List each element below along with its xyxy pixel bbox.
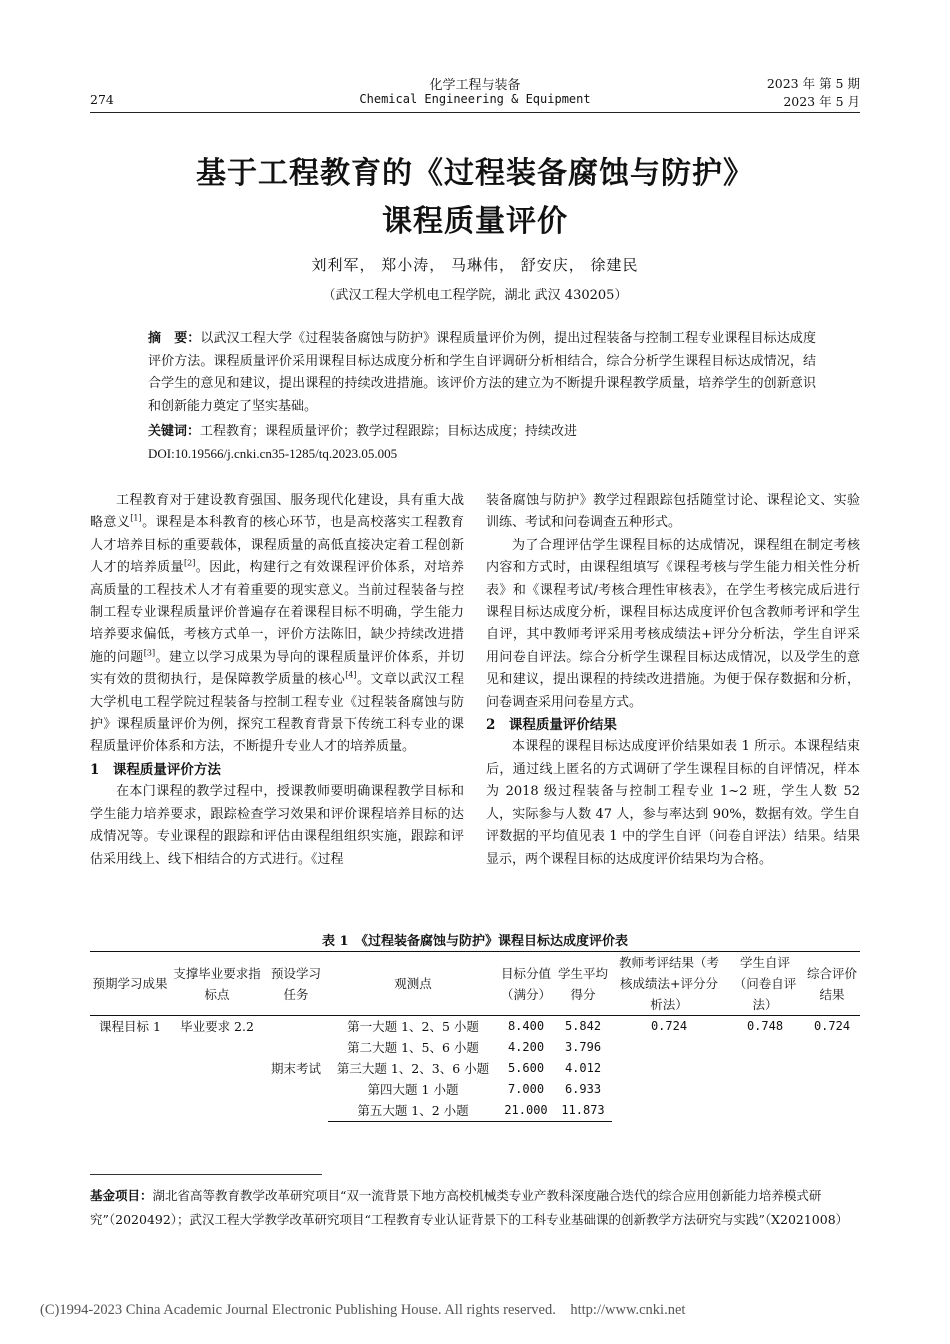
- page-number: 274: [90, 92, 114, 107]
- teacher-result-cell: 0.724: [650, 1019, 688, 1033]
- right-column: [486, 490, 860, 871]
- copyright-notice: (C)1994-2023 China Academic Journal Electronic Publishing House. All rights reserved. http://www.cnki.net: [40, 1302, 686, 1318]
- observation-cell: 第一大题 1、2、5 小题: [347, 1019, 479, 1034]
- observation-cell: 第五大题 1、2 小题: [328, 1100, 498, 1122]
- citation-4: [4]: [345, 670, 357, 680]
- keywords: [148, 421, 816, 444]
- target-cell: 8.400: [507, 1019, 545, 1033]
- issue-label: 2023 年 第 5 期: [766, 76, 860, 91]
- header-average-score: 学生平均得分: [554, 952, 612, 1016]
- target-cell: 21.000: [498, 1100, 554, 1122]
- journal-name-en: Chemical Engineering & Equipment: [359, 92, 591, 106]
- keywords-text: 工程教育；课程质量评价；教学过程跟踪；目标达成度；持续改进: [200, 424, 578, 439]
- average-cell: 4.012: [564, 1061, 602, 1075]
- section-1-heading: 1 课程质量评价方法: [90, 761, 221, 778]
- average-cell: 5.842: [564, 1019, 602, 1033]
- abstract: [148, 328, 816, 418]
- target-cell: 5.600: [507, 1061, 545, 1075]
- intro-text-b: 。课程是本科教育的核心环节，也是高校落实工程教育人才培养目标的重要载体，课程质量的高低直接决定着工程创新人才的培养质量: [90, 515, 464, 576]
- header-target-score: 目标分值（满分）: [498, 952, 554, 1016]
- abstract-text: 以武汉工程大学《过程装备腐蚀与防护》课程质量评价为例，提出过程装备与控制工程专业课程目标达成度评价方法。课程质量评价采用课程目标达成度分析和学生自评调研分析相结合，综合分析学生课程目标达成情况，结合学生的意见和建议，提出课程的持续改进措施。该评价方法的建立为不断提升课程教学质量，培养学生的创新意识和创新能力奠定了坚实基础。: [148, 331, 816, 414]
- header-observation-point: 观测点: [328, 952, 498, 1016]
- citation-2: [2]: [184, 558, 196, 568]
- affiliation: （武汉工程大学机电工程学院，湖北 武汉 430205）: [322, 288, 628, 303]
- authors: 刘利军， 郑小涛， 马琳伟， 舒安庆， 徐建民: [311, 256, 639, 274]
- citation-1: [1]: [130, 514, 142, 524]
- article-title-line2: 课程质量评价: [382, 204, 568, 239]
- header-learning-outcome: 预期学习成果: [90, 952, 170, 1016]
- average-cell: 3.796: [564, 1040, 602, 1054]
- section-1-paragraph: 在本门课程的教学过程中，授课教师要明确课程教学目标和学生能力培养要求，跟踪检查学习效果和评价课程培养目标的达成情况等。专业课程的跟踪和评估由课程组组织实施，跟踪和评估采用线上、线下相结合的方式进行。《过程: [90, 784, 464, 867]
- section-1-paragraph-cont: 装备腐蚀与防护》教学过程跟踪包括随堂讨论、课程论文、实验训练、考试和问卷调查五种形式。: [486, 493, 860, 531]
- left-column: [90, 490, 464, 871]
- running-header: [90, 74, 860, 94]
- intro-text-e: 。文章以武汉工程大学机电工程学院过程装备与控制工程专业《过程装备腐蚀与防护》课程质量评价为例，探究工程教育背景下传统工科专业的课程质量评价体系和方法，不断提升专业人才的培养质量。: [90, 672, 464, 755]
- section-1-paragraph-2: 为了合理评估学生课程目标的达成情况，课程组在制定考核内容和方式时，由课程组填写《课程考核与学生能力相关性分析表》和《课程考试/考核合理性审核表》，在学生考核完成后进行课程目标达成度分析，课程目标达成度评价包含教师考评和学生自评，其中教师考评采用考核成绩法+评分分析法，学生自评采用问卷自评法。综合分析学生课程目标达成情况，以及学生的意见和建议，提出课程的持续改进措施。为便于保存数据和分析，问卷调查采用问卷星方式。: [486, 537, 860, 710]
- overall-result-cell: 0.724: [813, 1019, 851, 1033]
- intro-text-c: 。因此，构建行之有效课程评价体系，对培养高质量的工程技术人才有着重要的现实意义。当前过程装备与控制工程专业课程质量评价普遍存在着课程目标不明确，学生能力培养要求偏低，考核方式单一，评价方法陈旧，缺少持续改进措施的问题: [90, 560, 464, 665]
- header-learning-task: 预设学习任务: [264, 952, 328, 1016]
- table-row: [90, 1016, 860, 1038]
- header-rule: [90, 112, 860, 113]
- requirement-cell: 毕业要求 2.2: [180, 1019, 254, 1034]
- header-overall-result: 综合评价结果: [804, 952, 860, 1016]
- journal-name-cn: 化学工程与装备: [429, 78, 521, 93]
- funding-text: 湖北省高等教育教学改革研究项目“双一流背景下地方高校机械类专业产教科深度融合迭代的综合应用创新能力培养模式研究”（2020492）；武汉工程大学教学改革研究项目“工程教育专业认证背景下的工科专业基础课的创新教学方法研究与实践”（X2021008）: [90, 1188, 849, 1227]
- intro-paragraph: [90, 490, 464, 759]
- target-cell: 4.200: [507, 1040, 545, 1054]
- section-2-paragraph: 本课程的课程目标达成度评价结果如表 1 所示。本课程结束后，通过线上匿名的方式调研了学生课程目标的自评情况，样本为 2018 级过程装备与控制工程专业 1~2 班，学生人数 52 人，实际参与人数 47 人，参与率达到 90%，数据有效。学生自评数据的平均值见表 1 中的学生自评（问卷自评法）结果。结果显示，两个课程目标的达成度评价结果均为合格。: [486, 739, 860, 867]
- keywords-label: 关键词：: [148, 424, 201, 439]
- course-goal-cell: 课程目标 1: [99, 1019, 161, 1034]
- self-result-cell: 0.748: [746, 1019, 784, 1033]
- achievement-table: [90, 951, 860, 1122]
- running-header-line2: [90, 92, 860, 112]
- abstract-label: 摘 要：: [148, 331, 201, 346]
- article-title-line1: 基于工程教育的《过程装备腐蚀与防护》: [196, 156, 754, 191]
- doi: DOI:10.19566/j.cnki.cn35-1285/tq.2023.05.005: [148, 446, 398, 461]
- target-cell: 7.000: [507, 1082, 545, 1096]
- header-graduation-requirement: 支撑毕业要求指标点: [170, 952, 264, 1016]
- header-student-self-evaluation: 学生自评（问卷自评法）: [726, 952, 804, 1016]
- table-caption: 表 1 《过程装备腐蚀与防护》课程目标达成度评价表: [321, 934, 629, 949]
- task-cell: 期末考试: [270, 1061, 321, 1077]
- section-2-heading: 2 课程质量评价结果: [486, 717, 617, 734]
- date-label: 2023 年 5 月: [783, 94, 860, 109]
- average-cell: 11.873: [554, 1100, 612, 1122]
- footnote-rule: [90, 1174, 322, 1175]
- average-cell: 6.933: [564, 1082, 602, 1096]
- observation-cell: 第二大题 1、5、6 小题: [347, 1040, 479, 1055]
- intro-text-a: 工程教育对于建设教育强国、服务现代化建设，具有重大战略意义: [90, 493, 464, 531]
- funding-label: 基金项目：: [90, 1188, 153, 1203]
- observation-cell: 第三大题 1、2、3、6 小题: [336, 1061, 490, 1076]
- funding-note: [90, 1184, 860, 1232]
- intro-text-d: 。建立以学习成果为导向的课程质量评价体系，并切实有效的贯彻执行，是保障教学质量的核心: [90, 649, 464, 688]
- header-teacher-evaluation: 教师考评结果（考核成绩法+评分分析法）: [612, 952, 726, 1016]
- observation-cell: 第四大题 1 小题: [367, 1082, 459, 1097]
- citation-3: [3]: [143, 648, 156, 658]
